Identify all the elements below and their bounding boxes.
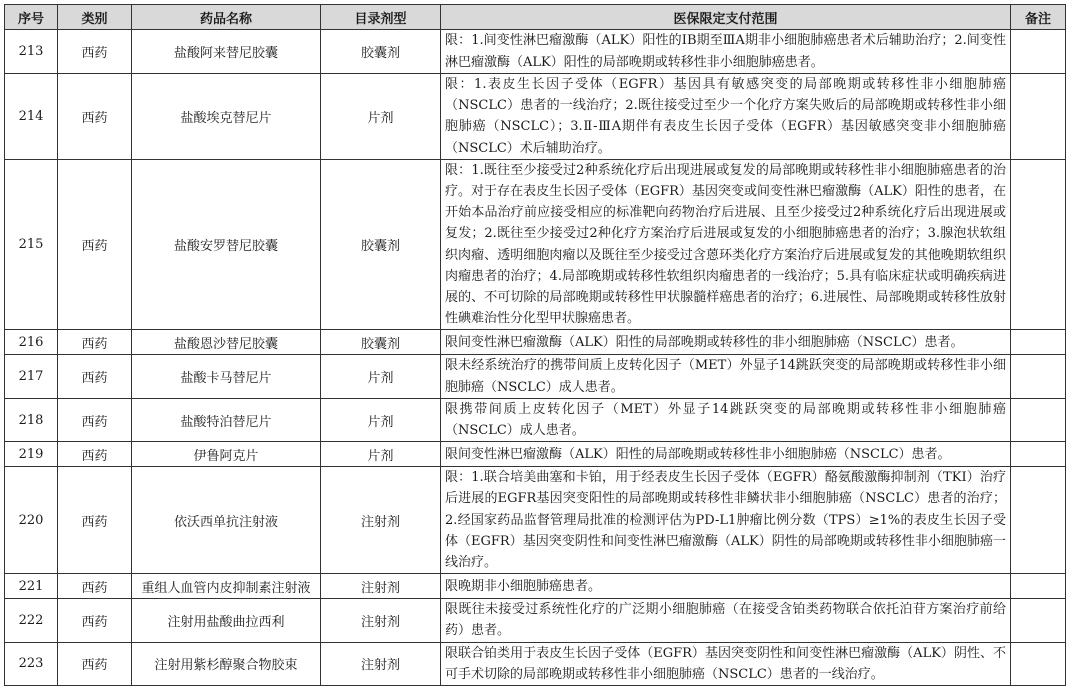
cell-seq: 220 <box>5 467 58 574</box>
header-category: 类别 <box>58 5 132 30</box>
cell-dosage-form: 胶囊剂 <box>321 330 441 355</box>
cell-dosage-form: 片剂 <box>321 398 441 441</box>
header-drug-name: 药品名称 <box>132 5 321 30</box>
table-row <box>5 30 1066 74</box>
cell-seq: 217 <box>5 355 58 398</box>
cell-drug-name: 注射用紫杉醇聚合物胶束 <box>132 642 321 685</box>
cell-scope: 限：1.联合培美曲塞和卡铂，用于经表皮生长因子受体（EGFR）酪氨酸激酶抑制剂（TKI）治疗后进展的EGFR基因突变阳性的局部晚期或转移性非鳞状非小细胞肺癌（NSCLC）患者的治疗；2.经国家药品监督管理局批准的检测评估为PD-L1肿瘤比例分数（TPS）≥1%的表皮生长因子受体（EGFR）基因突变阴性和间变性淋巴瘤激酶（ALK）阴性的局部晚期或转移性非小细胞肺癌一线治疗。 <box>441 467 1011 574</box>
cell-scope: 限携带间质上皮转化因子（MET）外显子14跳跃突变的局部晚期或转移性非小细胞肺癌（NSCLC）成人患者。 <box>441 398 1011 441</box>
cell-dosage-form: 注射剂 <box>321 599 441 642</box>
table-row <box>5 398 1066 441</box>
cell-category: 西药 <box>58 74 132 160</box>
cell-seq: 221 <box>5 574 58 599</box>
cell-category: 西药 <box>58 642 132 685</box>
cell-scope: 限：1.表皮生长因子受体（EGFR）基因具有敏感突变的局部晚期或转移性非小细胞肺癌（NSCLC）患者的一线治疗；2.既往接受过至少一个化疗方案失败后的局部晚期或转移性非小细胞肺癌（NSCLC）；3.Ⅱ-ⅢA期伴有表皮生长因子受体（EGFR）基因敏感突变非小细胞肺癌（NSCLC）术后辅助治疗。 <box>441 74 1011 160</box>
cell-scope: 限联合铂类用于表皮生长因子受体（EGFR）基因突变阴性和间变性淋巴瘤激酶（ALK）阴性、不可手术切除的局部晚期或转移性非小细胞肺癌（NSCLC）患者的一线治疗。 <box>441 642 1011 685</box>
cell-seq: 222 <box>5 599 58 642</box>
table-row <box>5 467 1066 574</box>
cell-notes <box>1011 442 1066 467</box>
cell-scope: 限既往未接受过系统性化疗的广泛期小细胞肺癌（在接受含铂类药物联合依托泊苷方案治疗前给药）患者。 <box>441 599 1011 642</box>
cell-notes <box>1011 159 1066 330</box>
cell-category: 西药 <box>58 467 132 574</box>
cell-scope: 限：1.既往至少接受过2种系统化疗后出现进展或复发的局部晚期或转移性非小细胞肺癌患者的治疗。对于存在表皮生长因子受体（EGFR）基因突变或间变性淋巴瘤激酶（ALK）阳性的患者，在开始本品治疗前应接受相应的标准靶向药物治疗后进展、且至少接受过2种系统化疗后出现进展或复发；2.既往至少接受过2种化疗方案治疗后进展或复发的小细胞肺癌患者的治疗；3.腺泡状软组织肉瘤、透明细胞肉瘤以及既往至少接受过含蒽环类化疗方案治疗后进展或复发的其他晚期软组织肉瘤患者的治疗；4.局部晚期或转移性软组织肉瘤患者的一线治疗；5.具有临床症状或明确疾病进展的、不可切除的局部晚期或转移性甲状腺髓样癌患者的治疗；6.进展性、局部晚期或转移性放射性碘难治性分化型甲状腺癌患者。 <box>441 159 1011 330</box>
cell-category: 西药 <box>58 355 132 398</box>
table-header-row <box>5 5 1066 30</box>
cell-drug-name: 伊鲁阿克片 <box>132 442 321 467</box>
table-row <box>5 574 1066 599</box>
cell-dosage-form: 片剂 <box>321 442 441 467</box>
cell-notes <box>1011 574 1066 599</box>
cell-seq: 223 <box>5 642 58 685</box>
cell-notes <box>1011 642 1066 685</box>
cell-seq: 213 <box>5 30 58 74</box>
table-row <box>5 355 1066 398</box>
cell-category: 西药 <box>58 330 132 355</box>
cell-notes <box>1011 330 1066 355</box>
cell-seq: 219 <box>5 442 58 467</box>
cell-notes <box>1011 467 1066 574</box>
cell-drug-name: 盐酸特泊替尼片 <box>132 398 321 441</box>
cell-seq: 215 <box>5 159 58 330</box>
cell-notes <box>1011 30 1066 74</box>
header-seq: 序号 <box>5 5 58 30</box>
cell-dosage-form: 胶囊剂 <box>321 30 441 74</box>
cell-category: 西药 <box>58 398 132 441</box>
cell-notes <box>1011 355 1066 398</box>
cell-drug-name: 盐酸安罗替尼胶囊 <box>132 159 321 330</box>
cell-category: 西药 <box>58 30 132 74</box>
cell-category: 西药 <box>58 574 132 599</box>
table-row <box>5 159 1066 330</box>
cell-category: 西药 <box>58 442 132 467</box>
cell-notes <box>1011 398 1066 441</box>
drug-list-table <box>4 4 1066 686</box>
header-notes: 备注 <box>1011 5 1066 30</box>
cell-dosage-form: 胶囊剂 <box>321 159 441 330</box>
cell-drug-name: 盐酸恩沙替尼胶囊 <box>132 330 321 355</box>
header-scope: 医保限定支付范围 <box>441 5 1011 30</box>
cell-notes <box>1011 599 1066 642</box>
cell-drug-name: 盐酸卡马替尼片 <box>132 355 321 398</box>
cell-drug-name: 注射用盐酸曲拉西利 <box>132 599 321 642</box>
cell-drug-name: 重组人血管内皮抑制素注射液 <box>132 574 321 599</box>
cell-drug-name: 盐酸埃克替尼片 <box>132 74 321 160</box>
cell-seq: 216 <box>5 330 58 355</box>
cell-scope: 限间变性淋巴瘤激酶（ALK）阳性的局部晚期或转移性的非小细胞肺癌（NSCLC）患者。 <box>441 330 1011 355</box>
cell-drug-name: 依沃西单抗注射液 <box>132 467 321 574</box>
cell-dosage-form: 片剂 <box>321 74 441 160</box>
cell-dosage-form: 注射剂 <box>321 574 441 599</box>
cell-seq: 214 <box>5 74 58 160</box>
cell-seq: 218 <box>5 398 58 441</box>
cell-category: 西药 <box>58 159 132 330</box>
table-row <box>5 74 1066 160</box>
table-row <box>5 442 1066 467</box>
cell-scope: 限晚期非小细胞肺癌患者。 <box>441 574 1011 599</box>
table-row <box>5 642 1066 685</box>
cell-dosage-form: 注射剂 <box>321 467 441 574</box>
cell-dosage-form: 片剂 <box>321 355 441 398</box>
cell-dosage-form: 注射剂 <box>321 642 441 685</box>
header-dosage-form: 目录剂型 <box>321 5 441 30</box>
cell-scope: 限：1.间变性淋巴瘤激酶（ALK）阳性的ⅠB期至ⅢA期非小细胞肺癌患者术后辅助治疗；2.间变性淋巴瘤激酶（ALK）阳性的局部晚期或转移性非小细胞肺癌患者。 <box>441 30 1011 74</box>
table-row <box>5 599 1066 642</box>
cell-category: 西药 <box>58 599 132 642</box>
table-row <box>5 330 1066 355</box>
cell-drug-name: 盐酸阿来替尼胶囊 <box>132 30 321 74</box>
cell-notes <box>1011 74 1066 160</box>
cell-scope: 限未经系统治疗的携带间质上皮转化因子（MET）外显子14跳跃突变的局部晚期或转移性非小细胞肺癌（NSCLC）成人患者。 <box>441 355 1011 398</box>
cell-scope: 限间变性淋巴瘤激酶（ALK）阳性的局部晚期或转移性非小细胞肺癌（NSCLC）患者。 <box>441 442 1011 467</box>
